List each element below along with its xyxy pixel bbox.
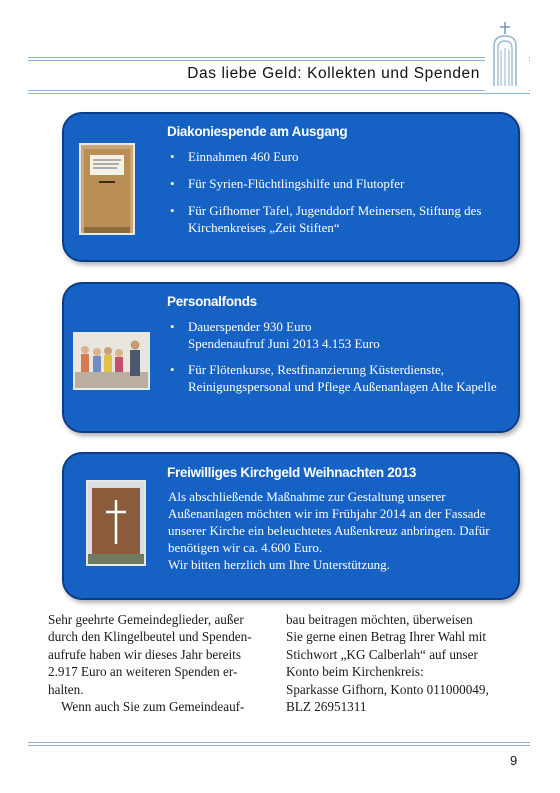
- body-line: Sehr geehrte Gemeindeglieder, außer: [48, 612, 244, 627]
- footer-rule: [28, 742, 530, 743]
- list-item: • Für Syrien-Flüchtlingshilfe und Flutopfer: [168, 175, 518, 192]
- page-number: 9: [510, 753, 518, 768]
- header-rule-bottom: [28, 90, 530, 91]
- list-item: [168, 361, 518, 395]
- body-line: Sparkasse Gifhorn, Konto 011000049,: [286, 681, 489, 697]
- bullet-list: [168, 148, 518, 236]
- bullet-list: [168, 318, 518, 395]
- section-title: Diakoniespende am Ausgang: [167, 124, 348, 139]
- page-title: Das liebe Geld: Kollekten und Spenden: [187, 65, 480, 82]
- body-column-right: [286, 611, 514, 715]
- body-line: BLZ 26951311: [286, 699, 367, 715]
- body-line: durch den Klingelbeutel und Spenden-: [48, 629, 252, 645]
- section-title: Freiwilliges Kirchgeld Weihnachten 2013: [167, 465, 417, 480]
- header-rule-bottom-2: [28, 93, 530, 94]
- body-line: Stichwort „KG Calberlah“ auf unser: [286, 646, 478, 662]
- body-line: Konto beim Kirchenkreis:: [286, 664, 424, 680]
- body-line: 2.917 Euro an weiteren Spenden er-: [48, 664, 238, 680]
- body-line: bau beitragen möchten, überweisen: [286, 612, 473, 627]
- header-rule-top-2: [28, 60, 530, 61]
- donation-box-photo: [79, 143, 135, 235]
- footer-rule-2: [28, 745, 530, 746]
- section-title: Personalfonds: [167, 294, 257, 309]
- body-column-left: [48, 611, 276, 715]
- list-item-text: Für Gifhomer Tafel, Jugenddorf Meinersen, Stiftung des Kirchenkreises „Zeit Stiften“: [188, 203, 482, 235]
- body-line: aufrufe haben wir dieses Jahr bereits: [48, 646, 241, 662]
- section-personalfonds: [62, 282, 520, 433]
- church-facade-photo: [86, 480, 146, 566]
- body-line: Sie gerne einen Betrag Ihrer Wahl mit: [286, 629, 487, 645]
- section-diakoniespende: [62, 112, 520, 262]
- list-item: [168, 318, 518, 352]
- header-rule-top: [28, 57, 530, 58]
- body-line: Wenn auch Sie zum Gemeindeauf-: [48, 699, 245, 715]
- church-logo: [485, 20, 529, 92]
- section-kirchgeld: [62, 452, 520, 600]
- list-item-text: Für Flötenkurse, Restfinanzierung Küsterdienste, Reinigungspersonal und Pflege Außenanlagen Alte Kapelle: [188, 362, 497, 394]
- list-item: • Einnahmen 460 Euro: [168, 148, 518, 165]
- section-text: Als abschließende Maßnahme zur Gestaltung unserer Außenanlagen möchten wir im Frühjahr 2014 an der Fassade unserer Kirche ein beleuchtetes Außenkreuz anbringen. Dafür benötigen wir ca. 4.600 Euro. Wir bitten herzlich um Ihre Unterstützung.: [168, 489, 490, 572]
- list-item-text: Dauerspender 930 Euro Spendenaufruf Juni 2013 4.153 Euro: [188, 319, 380, 351]
- body-line: halten.: [48, 681, 84, 697]
- list-item: [168, 202, 518, 236]
- flute-group-photo: [73, 332, 150, 390]
